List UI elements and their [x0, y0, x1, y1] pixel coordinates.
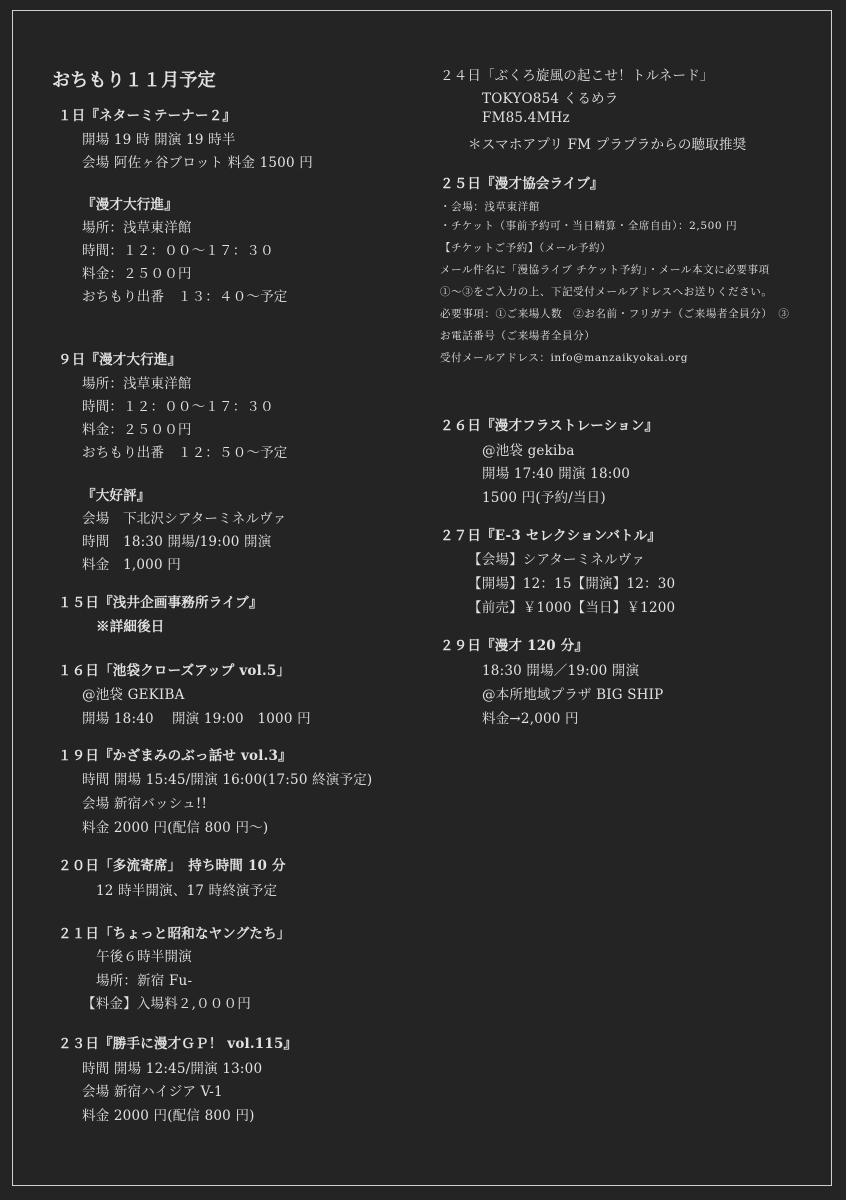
left-detail-line: 場所：新宿 Fu- [96, 973, 193, 989]
left-detail-line: 料金：２５００円 [82, 266, 192, 282]
left-event-heading: 『大好評』 [82, 488, 151, 504]
left-detail-line: 時間 開場 12:45/開演 13:00 [82, 1061, 263, 1077]
right-detail-line: 【前売】￥1000【当日】￥1200 [468, 600, 676, 616]
right-detail-line: ①〜③をご入力の上、下記受付メールアドレスへお送りください。 [440, 286, 773, 298]
right-detail-line: @本所地域プラザ BIG SHIP [482, 687, 664, 703]
left-detail-line: 会場 下北沢シアターミネルヴァ [82, 511, 287, 527]
left-detail-line: 開場 19 時 開演 19 時半 [82, 132, 236, 148]
left-event-heading: 『漫才大行進』 [82, 197, 178, 213]
left-detail-line: 12 時半開演、17 時終演予定 [96, 883, 278, 899]
left-detail-line: 時間 18:30 開場/19:00 開演 [82, 534, 272, 550]
left-detail-line: 会場 新宿バッシュ!! [82, 796, 208, 812]
right-detail-line: メール件名に「漫協ライブ チケット予約」・メール本文に必要事項 [440, 264, 770, 276]
right-detail-line: 【チケットご予約】（メール予約） [440, 242, 612, 254]
right-detail-line: ２４日「ぶくろ旋風の起こせ！トルネード」 [440, 68, 714, 84]
left-event-heading: ※詳細後日 [96, 619, 165, 635]
page-title: おちもり１１月予定 [52, 70, 216, 91]
left-event-heading: ２０日「多流寄席」 持ち時間 10 分 [58, 858, 286, 874]
right-event-heading: ２９日『漫才 120 分』 [440, 638, 589, 654]
right-detail-line: 18:30 開場／19:00 開演 [482, 663, 640, 679]
right-detail-line: 必要事項：①ご来場人数 ②お名前・フリガナ（ご来場者全員分） ③ [440, 308, 790, 320]
left-detail-line: 時間：１２：００〜１７：３０ [82, 243, 274, 259]
right-detail-line: お電話番号（ご来場者全員分） [440, 330, 596, 342]
left-detail-line: 時間 開場 15:45/開演 16:00(17:50 終演予定) [82, 772, 373, 788]
right-detail-line: TOKYO854 くるめラ [482, 91, 619, 107]
left-detail-line: 午後６時半開演 [96, 949, 192, 965]
left-event-heading: ２３日『勝手に漫才ＧＰ！ vol.115』 [58, 1036, 298, 1052]
left-detail-line: おちもり出番 １２：５０〜予定 [82, 445, 288, 461]
left-detail-line: 場所：浅草東洋館 [82, 376, 192, 392]
right-detail-line: 【開場】12：15【開演】12：30 [468, 576, 676, 592]
left-event-heading: ２１日「ちょっと昭和なヤングたち」 [58, 926, 291, 942]
right-detail-line: @池袋 gekiba [482, 443, 575, 459]
right-event-heading: ２７日『E-3 セレクションバトル』 [440, 528, 662, 544]
left-event-heading: １６日「池袋クローズアップ vol.5」 [58, 663, 291, 679]
left-detail-line: @池袋 GEKIBA [82, 687, 185, 703]
left-detail-line: 料金 2000 円(配信 800 円) [82, 1108, 255, 1124]
left-event-heading: ９日『漫才大行進』 [58, 352, 182, 368]
left-detail-line: おちもり出番 １３：４０〜予定 [82, 289, 288, 305]
right-event-heading: ２６日『漫才フラストレーション』 [440, 418, 659, 434]
left-detail-line: 会場 阿佐ヶ谷ブロット 料金 1500 円 [82, 155, 313, 171]
left-detail-line: 時間：１２：００〜１７：３０ [82, 399, 274, 415]
left-detail-line: 会場 新宿ハイジア V-1 [82, 1084, 223, 1100]
left-detail-line: 場所：浅草東洋館 [82, 220, 192, 236]
right-event-heading: ２５日『漫才協会ライブ』 [440, 176, 604, 192]
left-event-heading: １日『ネターミテーナー２』 [58, 108, 237, 124]
left-detail-line: 開場 18:40 開演 19:00 1000 円 [82, 711, 311, 727]
right-detail-line: 受付メールアドレス：info@manzaikyokai.org [440, 352, 689, 364]
right-detail-line: ・チケット（事前予約可・当日精算・全席自由）：2,500 円 [440, 220, 738, 232]
right-detail-line: ・会場：浅草東洋館 [440, 201, 540, 213]
right-detail-line: 料金→2,000 円 [482, 711, 579, 727]
right-detail-line: FM85.4MHz [482, 110, 570, 126]
left-event-heading: １９日『かざまみのぶっ話せ vol.3』 [58, 748, 292, 764]
right-detail-line: 【会場】シアターミネルヴァ [468, 552, 646, 568]
left-event-heading: １５日『浅井企画事務所ライブ』 [58, 595, 263, 611]
right-detail-line: 1500 円(予約/当日) [482, 490, 606, 506]
left-detail-line: 【料金】入場料２,０００円 [82, 996, 251, 1012]
right-detail-line: 開場 17:40 開演 18:00 [482, 466, 631, 482]
right-detail-line: ＊スマホアプリ FM プラプラからの聴取推奨 [468, 137, 747, 153]
left-detail-line: 料金 1,000 円 [82, 557, 181, 573]
left-detail-line: 料金：２５００円 [82, 422, 192, 438]
left-detail-line: 料金 2000 円(配信 800 円〜) [82, 820, 269, 836]
